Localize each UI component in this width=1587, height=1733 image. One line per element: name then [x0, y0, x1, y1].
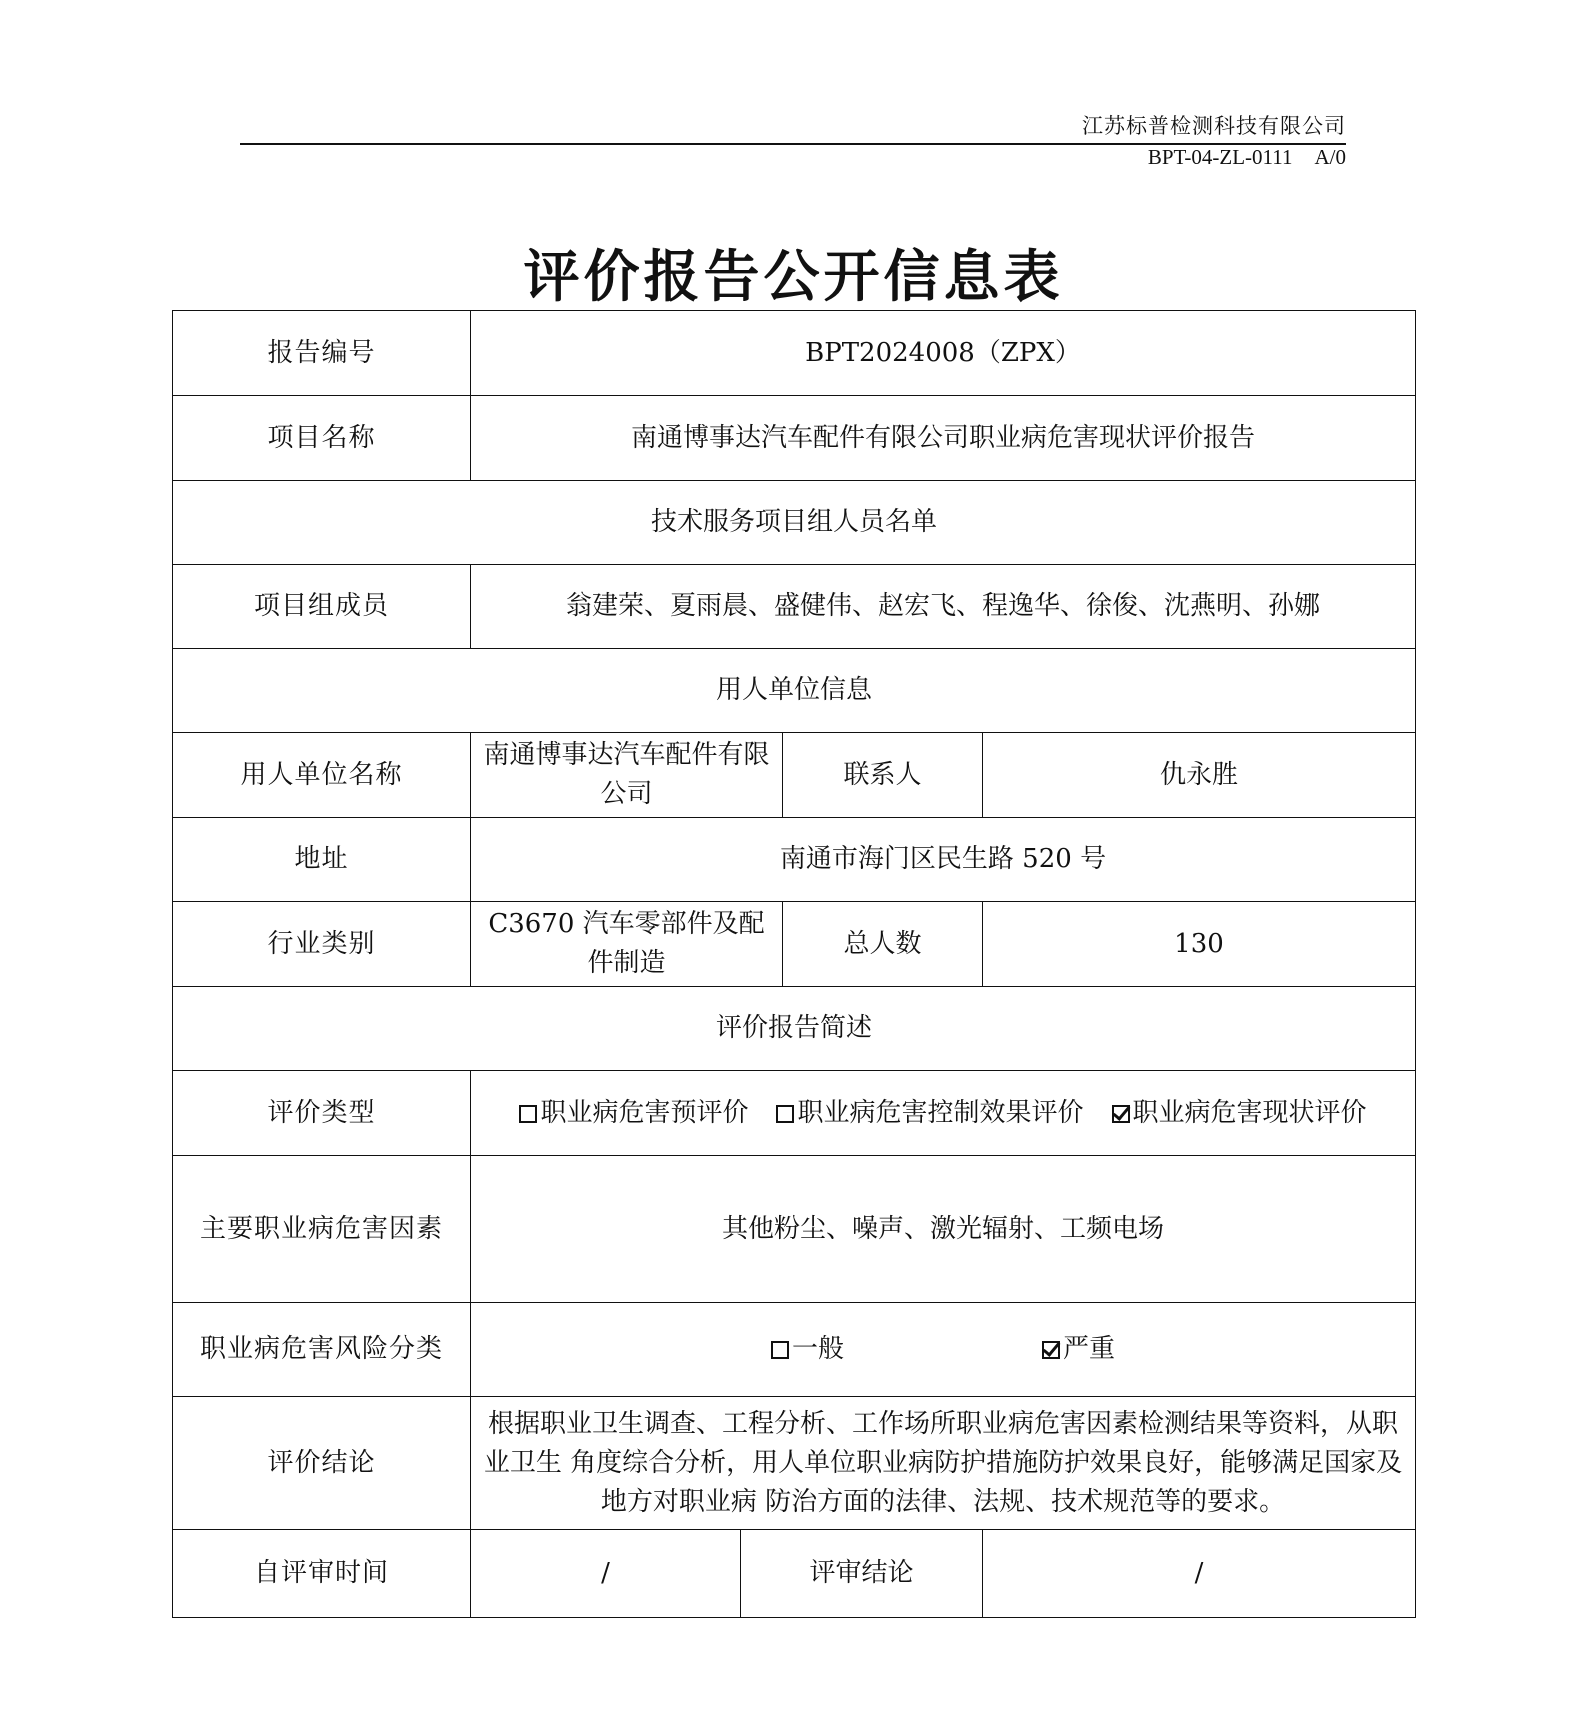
project-name-label: 项目名称 — [173, 396, 471, 481]
option-status-evaluation — [1112, 1098, 1367, 1128]
evaluation-type-options — [471, 1071, 1416, 1156]
option-status-evaluation-label: 职业病危害现状评价 — [1132, 1097, 1367, 1128]
address-label: 地址 — [173, 818, 471, 902]
evaluation-type-label: 评价类型 — [173, 1071, 471, 1156]
row-evaluation-type — [173, 1071, 1416, 1156]
self-review-time-label: 自评审时间 — [173, 1530, 471, 1618]
self-review-result-value: / — [983, 1530, 1416, 1618]
contact-value: 仇永胜 — [983, 733, 1416, 818]
conclusion-label: 评价结论 — [173, 1397, 471, 1530]
row-project-name — [173, 396, 1416, 481]
row-section-employer — [173, 649, 1416, 733]
checkbox-serious[interactable] — [1042, 1341, 1060, 1359]
row-report-no — [173, 311, 1416, 396]
checkbox-status-evaluation[interactable] — [1112, 1105, 1130, 1123]
row-conclusion — [173, 1397, 1416, 1530]
address-value: 南通市海门区民生路 520 号 — [471, 818, 1416, 902]
section-team-heading: 技术服务项目组人员名单 — [173, 481, 1416, 565]
risk-class-options — [471, 1303, 1416, 1397]
row-risk-class — [173, 1303, 1416, 1397]
team-members-label: 项目组成员 — [173, 565, 471, 649]
row-self-review — [173, 1530, 1416, 1618]
doc-code: BPT-04-ZL-0111 — [1147, 145, 1293, 169]
report-no-label: 报告编号 — [173, 311, 471, 396]
checkbox-control-effect[interactable] — [776, 1105, 794, 1123]
option-control-effect — [776, 1098, 1083, 1128]
section-employer-heading: 用人单位信息 — [173, 649, 1416, 733]
headcount-value: 130 — [983, 902, 1416, 987]
row-section-summary — [173, 987, 1416, 1071]
employer-name-label: 用人单位名称 — [173, 733, 471, 818]
row-employer-name — [173, 733, 1416, 818]
info-table — [172, 310, 1416, 1618]
option-general — [771, 1330, 844, 1369]
option-pre-evaluation — [519, 1098, 748, 1128]
industry-label: 行业类别 — [173, 902, 471, 987]
document-code — [0, 145, 1346, 170]
row-team-members — [173, 565, 1416, 649]
risk-class-label: 职业病危害风险分类 — [173, 1303, 471, 1397]
company-name: 江苏标普检测科技有限公司 — [1082, 114, 1346, 138]
project-name-value: 南通博事达汽车配件有限公司职业病危害现状评价报告 — [471, 396, 1416, 481]
option-general-label: 一般 — [791, 1334, 844, 1364]
industry-value: C3670 汽车零部件及配件制造 — [471, 902, 783, 987]
hazard-factors-value: 其他粉尘、噪声、激光辐射、工频电场 — [471, 1156, 1416, 1303]
section-summary-heading: 评价报告简述 — [173, 987, 1416, 1071]
row-hazard-factors — [173, 1156, 1416, 1303]
report-no-value: BPT2024008（ZPX） — [471, 311, 1416, 396]
conclusion-value: 根据职业卫生调查、工程分析、工作场所职业病危害因素检测结果等资料，从职业卫生 角度综合分析，用人单位职业病防护措施防护效果良好，能够满足国家及地方对职业病 防治方面的法律、法规、技术规范等的要求。 — [471, 1397, 1416, 1530]
option-control-effect-label: 职业病危害控制效果评价 — [797, 1097, 1084, 1128]
headcount-label: 总人数 — [783, 902, 983, 987]
row-industry — [173, 902, 1416, 987]
option-serious-label: 严重 — [1063, 1334, 1116, 1364]
checkbox-pre-evaluation[interactable] — [519, 1105, 537, 1123]
doc-version: A/0 — [1314, 145, 1346, 169]
hazard-factors-label: 主要职业病危害因素 — [173, 1156, 471, 1303]
checkbox-general[interactable] — [771, 1341, 789, 1359]
employer-name-value: 南通博事达汽车配件有限公司 — [471, 733, 783, 818]
option-serious — [1042, 1330, 1115, 1369]
contact-label: 联系人 — [783, 733, 983, 818]
self-review-time-value: / — [471, 1530, 741, 1618]
option-pre-evaluation-label: 职业病危害预评价 — [540, 1097, 749, 1128]
team-members-value: 翁建荣、夏雨晨、盛健伟、赵宏飞、程逸华、徐俊、沈燕明、孙娜 — [471, 565, 1416, 649]
self-review-result-label: 评审结论 — [741, 1530, 983, 1618]
row-section-team — [173, 481, 1416, 565]
page-title: 评价报告公开信息表 — [523, 244, 1064, 310]
row-address — [173, 818, 1416, 902]
